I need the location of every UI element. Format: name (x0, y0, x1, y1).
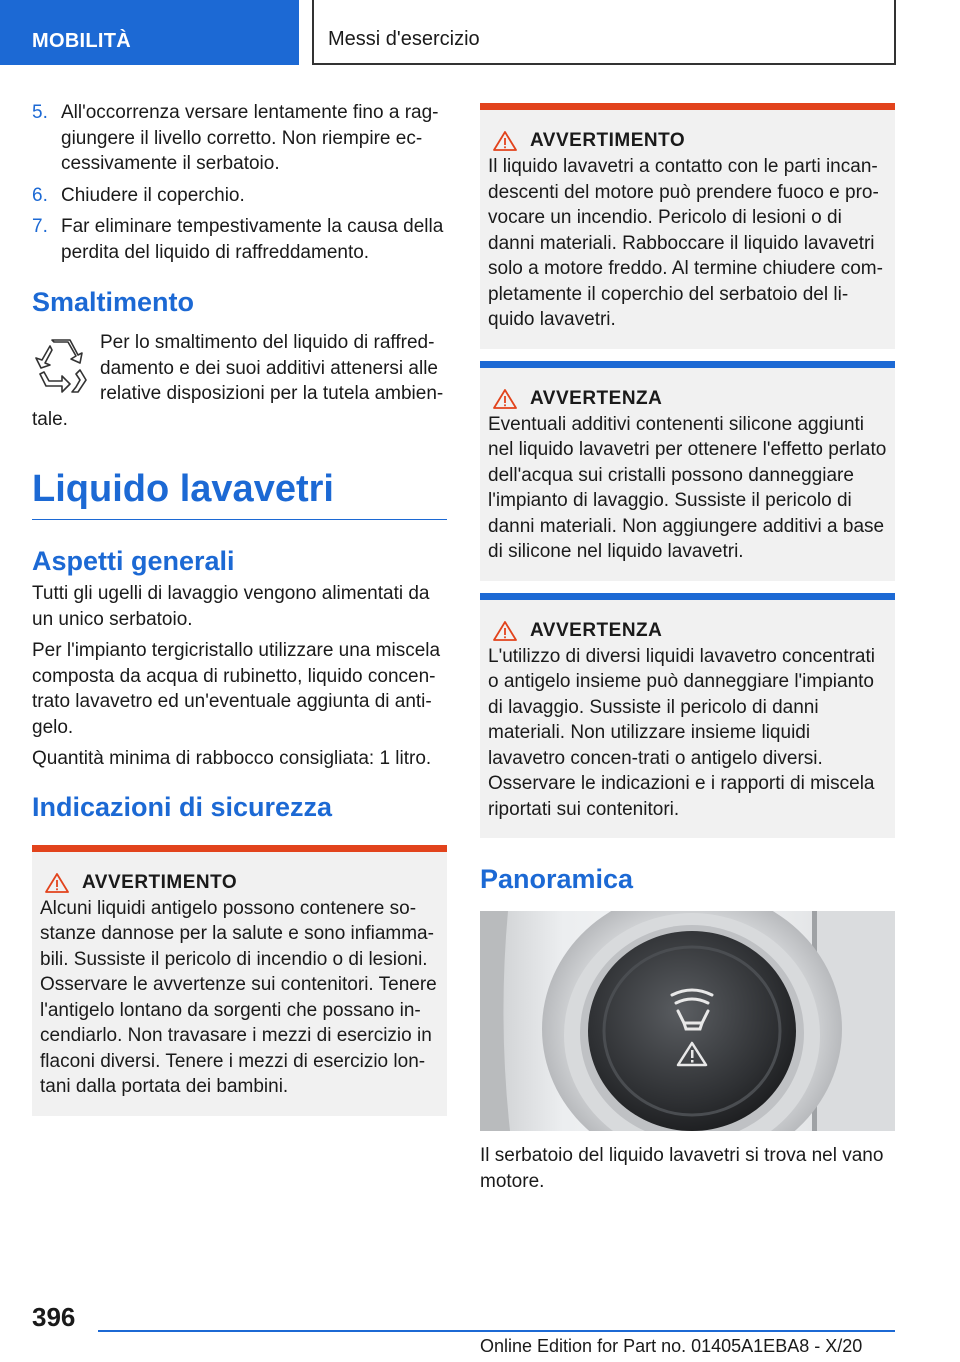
step-number: 6. (32, 184, 48, 206)
step-text: Far eliminare tempestivamente la causa della perdita del liquido di raffreddamento. (61, 216, 444, 263)
warning-text: Alcuni liquidi antigelo possono contenere so-stanze dannose per la salute e sono infiamma-bili. Sussiste il pericolo di incendio o di lesioni. Osservare le avvertenze sui contenitori. Tenere l'antigelo lontano da sorgenti che possano in-cendiarlo. Non travasare i mezzi di esercizio in flaconi diversi. Tenere i mezzi di esercizio lon-tani dalla portata dei bambini. (40, 897, 437, 1097)
warning-box (32, 845, 447, 1116)
warning-box (480, 103, 895, 349)
footer-divider (98, 1330, 895, 1332)
edition-note: Online Edition for Part no. 01405A1EBA8 - X/20 (480, 1336, 863, 1356)
page-number: 396 (32, 1302, 76, 1332)
panoramica-heading: Panoramica (480, 864, 634, 894)
steps-list (32, 100, 447, 265)
warning-title: AVVERTIMENTO (82, 871, 238, 893)
warning-triangle-icon (44, 872, 70, 894)
notice-header (488, 388, 887, 410)
paragraph: Tutti gli ugelli di lavaggio vengono alimentati da un unico serbatoio. (32, 583, 430, 630)
warning-triangle-icon (492, 620, 518, 642)
warning-header (40, 872, 439, 894)
photo-caption: Il serbatoio del liquido lavavetri si trova nel vano motore. (480, 1145, 884, 1192)
step-number: 5. (32, 102, 48, 123)
left-column (32, 100, 447, 1116)
warning-header (488, 130, 887, 152)
sicurezza-heading: Indicazioni di sicurezza (32, 791, 333, 822)
warning-triangle-icon (492, 388, 518, 410)
right-column (480, 103, 895, 1194)
warning-title: AVVERTIMENTO (530, 130, 686, 151)
notice-header (488, 620, 887, 642)
list-item (32, 100, 447, 177)
list-item (32, 183, 447, 209)
notice-box (480, 361, 895, 581)
page-title: Liquido lavavetri (32, 468, 447, 520)
warning-triangle-icon (492, 130, 518, 152)
notice-text: Eventuali additivi contenenti silicone aggiunti nel liquido lavavetri per ottenere l'effetto perlato dell'acqua sui cristalli possono danneggiare l'impianto di lavaggio. Sussiste il pericolo di danni materiali. Non aggiungere additivi a base di silicone nel liquido lavavetri. (488, 413, 887, 562)
chapter-title: Messi d'esercizio (312, 0, 896, 65)
section-tab[interactable]: MOBILITÀ (0, 0, 299, 65)
recycle-icon (32, 334, 90, 396)
notice-box (480, 593, 895, 839)
aspetti-heading: Aspetti generali (32, 546, 235, 576)
notice-text: L'utilizzo di diversi liquidi lavavetro concentrati o antigelo insieme può danneggiare l'impianto di lavaggio. Sussiste il pericolo di danni materiali. Non utilizzare insieme liquidi lavavetro concen-trati o antigelo diversi. Osservare le indicazioni e i rapporti di miscela riportati sui contenitori. (488, 645, 875, 820)
step-number: 7. (32, 216, 48, 237)
step-text: Chiudere il coperchio. (61, 184, 245, 206)
list-item (32, 214, 447, 265)
paragraph: Per l'impianto tergicristallo utilizzare una miscela composta da acqua di rubinetto, liquido concen-trato lavavetro ed un'eventuale aggiunta di anti-gelo. (32, 640, 441, 738)
smaltimento-heading: Smaltimento (32, 287, 195, 317)
step-text: All'occorrenza versare lentamente fino a rag-giungere il livello corretto. Non riempire ec-cessivamente il serbatoio. (61, 102, 439, 174)
smaltimento-block (32, 330, 447, 432)
washer-reservoir-photo (480, 911, 895, 1131)
paragraph: Quantità minima di rabbocco consigliata: 1 litro. (32, 748, 432, 769)
warning-text: Il liquido lavavetri a contatto con le parti incan-descenti del motore può prendere fuoco e pro-vocare un incendio. Pericolo di lesioni o di danni materiali. Rabboccare il liquido lavavetri solo a motore freddo. Al termine chiudere com-pletamente il coperchio del serbatoio del li-quido lavavetri. (488, 156, 883, 330)
notice-title: AVVERTENZA (530, 619, 663, 641)
notice-title: AVVERTENZA (530, 387, 663, 409)
smaltimento-text: Per lo smaltimento del liquido di raffred-damento e dei suoi additivi attenersi alle relative disposizioni per la tutela ambien-tale. (32, 332, 444, 430)
